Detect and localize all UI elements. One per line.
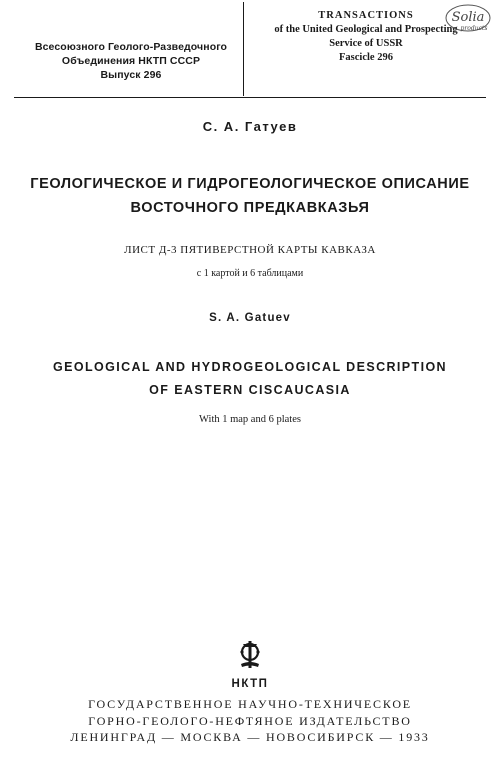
header-right-line: Service of USSR: [329, 38, 403, 49]
publisher-emblem-icon: [234, 640, 266, 670]
title-russian-line: ВОСТОЧНОГО ПРЕДКАВКАЗЬЯ: [130, 200, 370, 216]
publisher-imprint: [0, 696, 500, 746]
title-english: [0, 356, 500, 402]
header-left-line: Выпуск 296: [100, 69, 162, 81]
header-left-line: Всесоюзного Геолого-Разведочного: [34, 41, 228, 53]
publisher-line: ГОРНО-ГЕОЛОГО-НЕФТЯНОЕ ИЗДАТЕЛЬСТВО: [88, 713, 412, 728]
publisher-line: ГОСУДАРСТВЕННОЕ НАУЧНО-ТЕХНИЧЕСКОЕ: [88, 697, 412, 711]
logo-subtext: products: [460, 25, 488, 32]
title-russian: [0, 172, 500, 220]
maps-english: With 1 map and 6 plates: [199, 414, 301, 425]
header-left-line: Объединения НКТП СССР: [61, 55, 201, 67]
header-right-line: of the United Geological and Prospecting: [274, 24, 458, 35]
header: [0, 0, 500, 96]
author-english: S. A. Gatuev: [209, 312, 291, 324]
logo-wordmark: Solia: [451, 10, 485, 25]
header-right-line: Fascicle 296: [339, 52, 393, 63]
header-divider: [243, 2, 244, 96]
maps-russian: с 1 картой и 6 таблицами: [196, 268, 304, 279]
publisher-logo-icon: [428, 2, 496, 40]
author-russian: С. А. Гатуев: [202, 119, 298, 134]
header-series-russian: [22, 40, 240, 82]
publisher-short: НКТП: [231, 678, 269, 690]
publisher-line: ЛЕНИНГРАД — МОСКВА — НОВОСИБИРСК — 1933: [70, 730, 430, 744]
title-english-line: OF EASTERN CISCAUCASIA: [149, 383, 351, 397]
header-rule: [14, 97, 486, 98]
header-right-line: TRANSACTIONS: [318, 10, 414, 21]
sheet-russian: ЛИСТ Д-3 ПЯТИВЕРСТНОЙ КАРТЫ КАВКАЗА: [124, 244, 376, 256]
title-russian-line: ГЕОЛОГИЧЕСКОЕ И ГИДРОГЕОЛОГИЧЕСКОЕ ОПИСАНИЕ: [30, 176, 470, 192]
title-english-line: GEOLOGICAL AND HYDROGEOLOGICAL DESCRIPTION: [52, 360, 447, 374]
